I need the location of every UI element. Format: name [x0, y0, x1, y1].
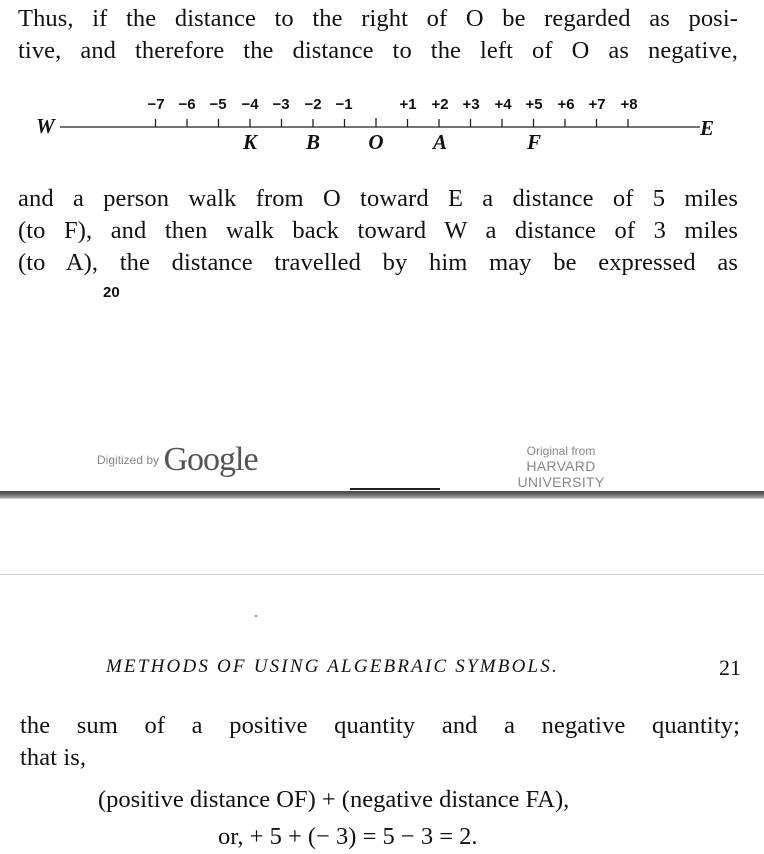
text-line-3: and a person walk from O toward E a distance of 5 miles — [18, 185, 738, 212]
tick-label-pos3: +3 — [462, 96, 480, 113]
east-label: E — [700, 116, 715, 140]
point-k: K — [242, 130, 258, 154]
tick-label-neg4: −4 — [241, 96, 259, 113]
page-divider — [0, 491, 764, 499]
text-line-5: (to A), the distance travelled by him may be expressed as — [18, 249, 738, 276]
point-o: O — [368, 130, 384, 154]
tick-label-pos7: +7 — [588, 96, 606, 113]
tick-label-neg3: −3 — [272, 96, 290, 113]
running-head: METHODS OF USING ALGEBRAIC SYMBOLS. — [106, 656, 559, 677]
tick-label-pos5: +5 — [525, 96, 543, 113]
tick-label-pos2: +2 — [431, 96, 449, 113]
text-line-7: that is, — [20, 744, 87, 771]
original-from-label: Original from — [526, 444, 596, 458]
text-line-1: Thus, if the distance to the right of O be regarded as posi- — [18, 5, 738, 32]
tick-label-pos1: +1 — [399, 96, 417, 113]
google-logo: Google — [163, 441, 258, 478]
page-number-21: 21 — [719, 655, 741, 680]
digitized-by-label: Digitized by — [97, 453, 160, 467]
page-number-20: 20 — [103, 284, 120, 301]
harvard-label: HARVARD UNIVERSITY — [517, 458, 605, 490]
point-a: A — [432, 130, 448, 154]
tick-label-pos8: +8 — [620, 96, 638, 113]
tick-label-pos6: +6 — [557, 96, 575, 113]
text-line-4: (to F), and then walk back toward W a distance of 3 miles — [18, 217, 738, 244]
tick-label-neg5: −5 — [209, 96, 227, 113]
scan-speck — [255, 615, 257, 617]
original-from-harvard — [481, 444, 641, 490]
equation-2: or, + 5 + (− 3) = 5 − 3 = 2. — [218, 823, 478, 850]
equation-1: (positive distance OF) + (negative distance FA), — [98, 786, 570, 813]
point-f: F — [526, 130, 542, 154]
tick-label-neg1: −1 — [335, 96, 353, 113]
text-line-2: tive, and therefore the distance to the left of O as negative, — [18, 37, 738, 64]
tick-label-neg6: −6 — [178, 96, 196, 113]
number-line — [0, 90, 764, 160]
page-top-edge — [0, 574, 764, 575]
digitized-by-google — [97, 441, 258, 479]
west-label: W — [36, 114, 55, 138]
tick-label-neg2: −2 — [304, 96, 322, 113]
tick-label-pos4: +4 — [494, 96, 512, 113]
tick-label-neg7: −7 — [147, 96, 165, 113]
text-line-6: the sum of a positive quantity and a negative quantity; — [20, 712, 740, 739]
point-b: B — [305, 130, 321, 154]
scan-mark — [350, 488, 440, 490]
